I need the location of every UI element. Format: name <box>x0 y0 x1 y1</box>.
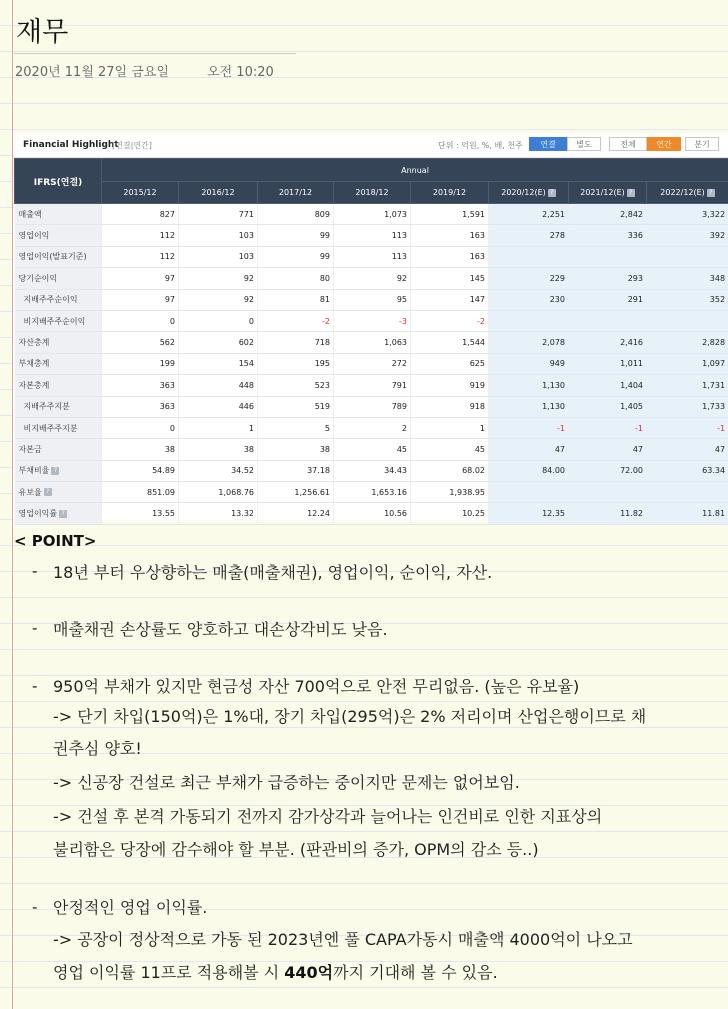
table-cell: 1,544 <box>411 332 489 353</box>
table-cell <box>569 310 647 331</box>
table-cell: 97 <box>102 268 179 289</box>
table-cell: 38 <box>258 439 334 460</box>
table-cell: 47 <box>569 439 647 460</box>
table-cell: 363 <box>102 396 179 417</box>
table-cell: 195 <box>258 353 334 374</box>
table-cell: 1,073 <box>334 204 411 225</box>
row-label <box>15 310 102 331</box>
table-cell: 13.32 <box>179 503 258 524</box>
table-cell: 68.02 <box>411 460 489 481</box>
table-cell: 45 <box>334 439 411 460</box>
year-header <box>179 182 258 204</box>
table-cell: 348 <box>647 268 728 289</box>
year-header <box>102 182 179 204</box>
table-cell: 12.35 <box>489 503 569 524</box>
info-icon[interactable]: ? <box>59 510 67 518</box>
table-cell: 949 <box>489 353 569 374</box>
table-cell: 278 <box>489 225 569 246</box>
note-line: 18년 부터 우상향하는 매출(매출채권), 영업이익, 순이익, 자산. <box>53 563 493 582</box>
table-cell: 0 <box>102 310 179 331</box>
table-cell: 1,097 <box>647 353 728 374</box>
note-line: 매출채권 손상률도 양호하고 대손상각비도 낮음. <box>53 620 388 639</box>
table-cell: 791 <box>334 375 411 396</box>
table-cell: 34.52 <box>179 460 258 481</box>
notebook-margin-line <box>12 0 13 1009</box>
year-label: 2015/12 <box>123 188 157 197</box>
row-label-text: 지배주주순이익 <box>23 295 78 305</box>
table-cell: 827 <box>102 204 179 225</box>
table-cell: 38 <box>102 439 179 460</box>
table-cell: 99 <box>258 246 334 267</box>
consolidated-button[interactable]: 연결 <box>529 137 567 151</box>
table-cell <box>647 246 728 267</box>
table-cell: 918 <box>411 396 489 417</box>
table-cell: 1,130 <box>489 396 569 417</box>
table-cell: 11.82 <box>569 503 647 524</box>
row-label-text: 부채비율 <box>18 466 50 476</box>
table-cell: 1,063 <box>334 332 411 353</box>
estimate-info-icon[interactable]: ? <box>548 189 556 197</box>
row-label-text: 비지배주주지분 <box>23 423 78 433</box>
table-cell: 2,078 <box>489 332 569 353</box>
table-cell: 1,011 <box>569 353 647 374</box>
ifrs-header: IFRS(연결) <box>15 159 102 204</box>
year-header <box>489 182 569 204</box>
table-cell: 1,591 <box>411 204 489 225</box>
table-cell: 113 <box>334 225 411 246</box>
financial-highlight-title: Financial Highlight <box>23 140 119 150</box>
table-cell: 230 <box>489 289 569 310</box>
table-cell: 291 <box>569 289 647 310</box>
table-cell: 336 <box>569 225 647 246</box>
table-cell: 3,322 <box>647 204 728 225</box>
table-cell: 1,256.61 <box>258 482 334 503</box>
table-cell: 1 <box>179 417 258 438</box>
annual-header: Annual <box>102 159 728 182</box>
page-title: 재무 <box>16 17 69 48</box>
table-cell: 523 <box>258 375 334 396</box>
table-cell: 625 <box>411 353 489 374</box>
table-cell: -1 <box>489 417 569 438</box>
table-cell: 54.89 <box>102 460 179 481</box>
table-cell: 851.09 <box>102 482 179 503</box>
table-cell: -1 <box>569 417 647 438</box>
table-cell <box>489 310 569 331</box>
row-label-text: 부채총계 <box>18 359 50 369</box>
table-row <box>15 225 728 246</box>
unit-label: 단위 : 억원, %, 배, 천주 <box>438 141 523 150</box>
table-cell: 519 <box>258 396 334 417</box>
table-cell: 448 <box>179 375 258 396</box>
table-cell: 103 <box>179 246 258 267</box>
table-cell: 11.81 <box>647 503 728 524</box>
year-header <box>411 182 489 204</box>
table-cell: 13.55 <box>102 503 179 524</box>
row-label <box>15 375 102 396</box>
table-cell: 97 <box>102 289 179 310</box>
table-cell <box>647 310 728 331</box>
note-line: 안정적인 영업 이익률. <box>53 898 208 917</box>
note-line: -> 건설 후 본격 가동되기 전까지 감가상각과 늘어나는 인건비로 인한 지표상의 <box>53 807 603 826</box>
bullet-marker: - <box>32 677 38 695</box>
table-cell: 92 <box>179 268 258 289</box>
table-cell: 602 <box>179 332 258 353</box>
table-cell: 81 <box>258 289 334 310</box>
table-cell: 0 <box>179 310 258 331</box>
year-label: 2017/12 <box>278 188 313 197</box>
table-cell: 1,405 <box>569 396 647 417</box>
table-cell: -2 <box>411 310 489 331</box>
year-header <box>334 182 411 204</box>
row-label-text: 자본금 <box>18 444 42 454</box>
row-label <box>15 460 102 481</box>
table-cell: 95 <box>334 289 411 310</box>
table-cell: 10.56 <box>334 503 411 524</box>
row-label <box>15 353 102 374</box>
table-cell: 84.00 <box>489 460 569 481</box>
note-text: 영업 이익률 11프로 적용해볼 시 <box>53 963 285 982</box>
table-cell <box>489 246 569 267</box>
note-line <box>53 960 498 983</box>
table-cell: -3 <box>334 310 411 331</box>
table-cell: 145 <box>411 268 489 289</box>
table-cell: 272 <box>334 353 411 374</box>
estimate-info-icon[interactable]: ? <box>707 189 715 197</box>
year-label: 2016/12 <box>201 188 235 197</box>
annual-button[interactable]: 연간 <box>647 137 681 151</box>
table-cell: 789 <box>334 396 411 417</box>
table-cell: -2 <box>258 310 334 331</box>
table-cell: 112 <box>102 225 179 246</box>
table-cell: 1 <box>411 417 489 438</box>
table-cell: 2,251 <box>489 204 569 225</box>
table-row <box>15 460 728 481</box>
table-row <box>15 375 728 396</box>
table-cell <box>569 246 647 267</box>
highlight-value: 440억 <box>284 963 334 982</box>
financial-highlight-header <box>14 133 728 158</box>
table-row <box>15 353 728 374</box>
table-cell: 1,733 <box>647 396 728 417</box>
table-row <box>15 332 728 353</box>
info-icon[interactable]: ? <box>51 467 59 475</box>
table-row <box>15 289 728 310</box>
table-row <box>15 503 728 524</box>
table-cell: 45 <box>411 439 489 460</box>
quarterly-button[interactable]: 분기 <box>685 137 719 151</box>
separate-button[interactable]: 별도 <box>567 137 601 151</box>
table-cell: 147 <box>411 289 489 310</box>
table-cell: 34.43 <box>334 460 411 481</box>
table-cell: 363 <box>102 375 179 396</box>
note-line: 불리함은 당장에 감수해야 할 부분. (판관비의 증가, OPM의 감소 등..) <box>53 840 539 859</box>
table-cell: 80 <box>258 268 334 289</box>
table-cell: 919 <box>411 375 489 396</box>
row-label-text: 영업이익 <box>18 231 50 241</box>
table-cell: 2,842 <box>569 204 647 225</box>
table-cell: 1,404 <box>569 375 647 396</box>
table-cell: 199 <box>102 353 179 374</box>
row-label <box>15 246 102 267</box>
bullet-marker: - <box>32 898 38 916</box>
year-label: 2020/12(E) <box>501 188 546 197</box>
row-label <box>15 268 102 289</box>
table-row <box>15 396 728 417</box>
table-cell: 47 <box>489 439 569 460</box>
table-row <box>15 482 728 503</box>
row-label-text: 매출액 <box>18 209 42 219</box>
title-underline <box>14 53 296 54</box>
table-cell: 1,130 <box>489 375 569 396</box>
row-label <box>15 503 102 524</box>
row-label-text: 당기순이익 <box>18 273 58 283</box>
table-cell: 1,938.95 <box>411 482 489 503</box>
financial-table <box>14 158 728 525</box>
table-cell: 446 <box>179 396 258 417</box>
year-header <box>258 182 334 204</box>
year-label: 2022/12(E) <box>660 188 705 197</box>
row-label <box>15 439 102 460</box>
row-label <box>15 417 102 438</box>
page-time: 오전 10:20 <box>207 65 274 80</box>
row-label <box>15 396 102 417</box>
table-cell: 0 <box>102 417 179 438</box>
table-cell: 562 <box>102 332 179 353</box>
table-row <box>15 310 728 331</box>
table-cell: 293 <box>569 268 647 289</box>
row-label <box>15 482 102 503</box>
table-cell: 718 <box>258 332 334 353</box>
table-cell: 392 <box>647 225 728 246</box>
table-cell: 5 <box>258 417 334 438</box>
year-header <box>647 182 728 204</box>
note-line: 950억 부채가 있지만 현금성 자산 700억으로 안전 무리없음. (높은 유보율) <box>53 677 580 696</box>
year-label: 2021/12(E) <box>580 188 625 197</box>
row-label-text: 유보율 <box>18 487 42 497</box>
row-label-text: 비지배주주순이익 <box>23 316 86 326</box>
table-cell: 103 <box>179 225 258 246</box>
row-label-text: 영업이익률 <box>18 509 58 519</box>
note-line: -> 신공장 건설로 최근 부채가 급증하는 중이지만 문제는 없어보임. <box>53 773 520 792</box>
year-label: 2018/12 <box>355 188 389 197</box>
year-label: 2019/12 <box>432 188 467 197</box>
note-line: -> 단기 차입(150억)은 1%대, 장기 차입(295억)은 2% 저리이며 산업은행이므로 채 <box>53 707 647 726</box>
row-label-text: 지배주주지분 <box>23 402 70 412</box>
estimate-info-icon[interactable]: ? <box>627 189 635 197</box>
page-date: 2020년 11월 27일 금요일 <box>15 65 169 80</box>
table-cell: 163 <box>411 246 489 267</box>
table-row <box>15 417 728 438</box>
note-text: 까지 기대해 볼 수 있음. <box>333 963 498 982</box>
financial-highlight-subtitle: [연결|연간] <box>112 141 152 150</box>
row-label <box>15 289 102 310</box>
table-cell <box>489 482 569 503</box>
row-label-text: 영업이익(발표기준) <box>18 252 87 262</box>
page-datetime <box>15 61 274 80</box>
table-cell: 63.34 <box>647 460 728 481</box>
table-cell: 771 <box>179 204 258 225</box>
table-cell: 37.18 <box>258 460 334 481</box>
info-icon[interactable]: ? <box>44 488 52 496</box>
row-label <box>15 225 102 246</box>
table-cell: 2 <box>334 417 411 438</box>
table-row <box>15 439 728 460</box>
table-cell <box>647 482 728 503</box>
bullet-marker: - <box>32 619 38 637</box>
table-cell: 72.00 <box>569 460 647 481</box>
table-cell <box>569 482 647 503</box>
table-cell: 352 <box>647 289 728 310</box>
table-cell: 12.24 <box>258 503 334 524</box>
year-header <box>569 182 647 204</box>
row-label-text: 자산총계 <box>18 338 50 348</box>
table-cell: 809 <box>258 204 334 225</box>
note-line: 권추심 양호! <box>53 739 142 758</box>
table-cell: 1,731 <box>647 375 728 396</box>
table-cell: 92 <box>334 268 411 289</box>
financial-highlight-panel <box>14 133 728 520</box>
table-cell: 38 <box>179 439 258 460</box>
table-cell: 1,653.16 <box>334 482 411 503</box>
table-row <box>15 204 728 225</box>
table-cell: 92 <box>179 289 258 310</box>
table-cell: 1,068.76 <box>179 482 258 503</box>
table-cell: 229 <box>489 268 569 289</box>
table-cell: 2,416 <box>569 332 647 353</box>
table-cell: 154 <box>179 353 258 374</box>
table-cell: 113 <box>334 246 411 267</box>
point-heading: < POINT> <box>14 532 97 550</box>
table-row <box>15 268 728 289</box>
row-label-text: 자본총계 <box>18 380 50 390</box>
note-line: -> 공장이 정상적으로 가동 된 2023년엔 풀 CAPA가동시 매출액 4000억이 나오고 <box>53 930 633 949</box>
row-label <box>15 332 102 353</box>
table-cell: -1 <box>647 417 728 438</box>
table-cell: 47 <box>647 439 728 460</box>
table-cell: 99 <box>258 225 334 246</box>
table-cell: 163 <box>411 225 489 246</box>
table-row <box>15 246 728 267</box>
table-cell: 2,828 <box>647 332 728 353</box>
table-cell: 10.25 <box>411 503 489 524</box>
all-button[interactable]: 전체 <box>609 137 647 151</box>
table-cell: 112 <box>102 246 179 267</box>
row-label <box>15 204 102 225</box>
bullet-marker: - <box>32 562 38 580</box>
